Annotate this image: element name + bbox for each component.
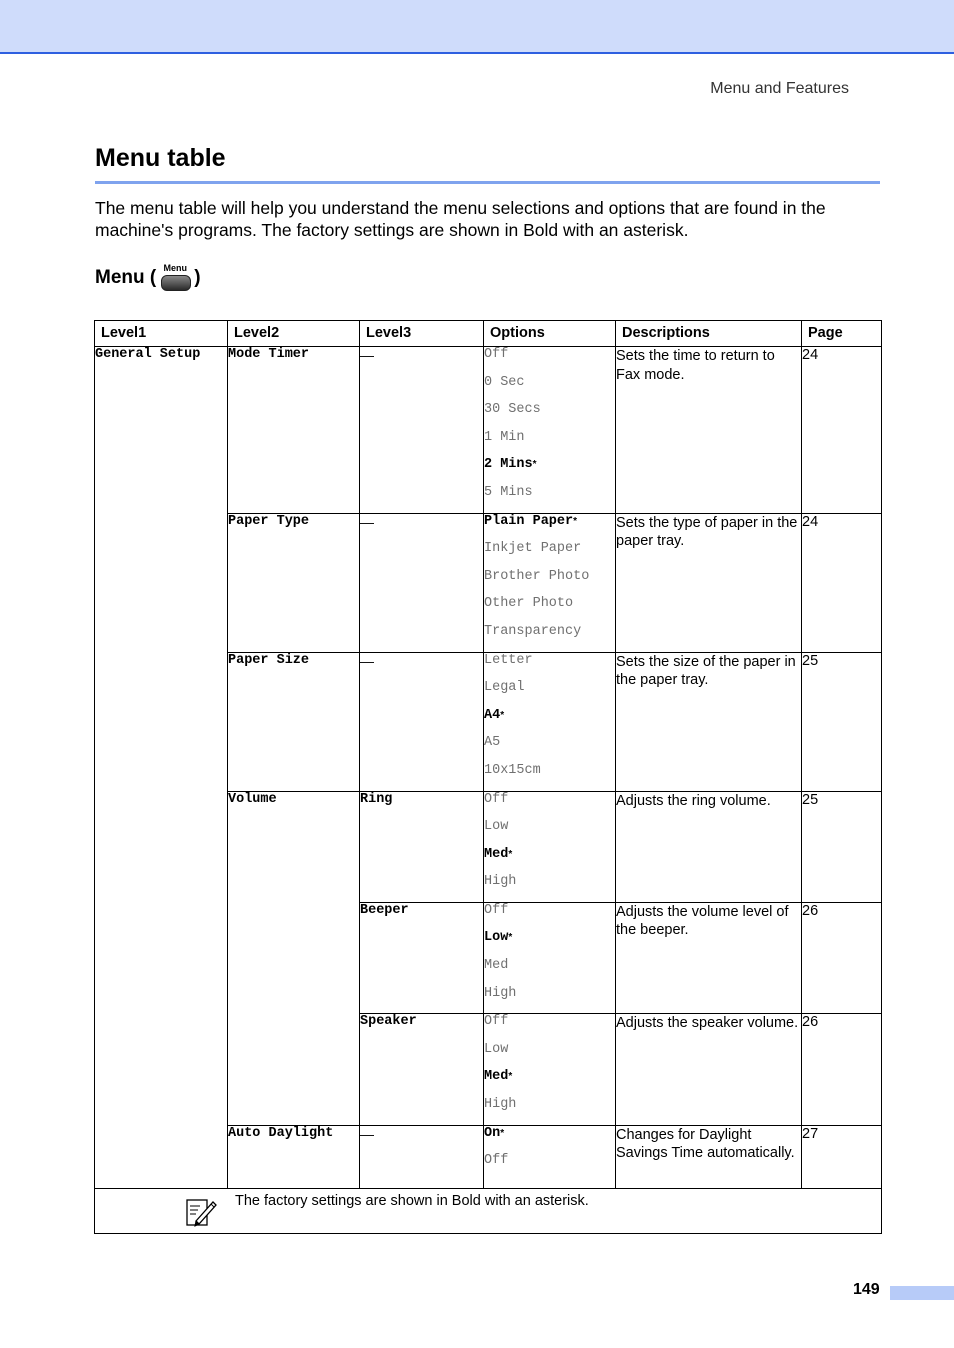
option-item: 0 Sec [484, 374, 525, 390]
option-item: Off [484, 347, 509, 362]
option-item: Low [484, 1041, 509, 1057]
note-pencil-icon [184, 1195, 218, 1234]
menu-table [94, 320, 882, 1234]
menu-key-label: Menu [163, 263, 187, 273]
level2-cell: Mode Timer [228, 347, 360, 514]
option-item: Transparency [484, 623, 582, 639]
page-cell: 26 [802, 902, 882, 1013]
level3-cell: — [360, 1125, 484, 1188]
column-header-page: Page [802, 321, 882, 347]
option-item-default: 2 Mins * [484, 457, 615, 485]
page-cell: 24 [802, 513, 882, 652]
column-header-level3: Level3 [360, 321, 484, 347]
option-item-default: On * [484, 1126, 615, 1154]
option-item-default: Med * [484, 1069, 615, 1097]
note-row [95, 1188, 882, 1233]
option-item-default: A4 * [484, 708, 615, 736]
level2-cell: Auto Daylight [228, 1125, 360, 1188]
page-title: Menu table [95, 144, 226, 172]
description-cell: Adjusts the speaker volume. [616, 1014, 802, 1125]
column-header-level2: Level2 [228, 321, 360, 347]
option-item: High [484, 1097, 517, 1113]
note-cell [95, 1188, 882, 1233]
page-cell: 27 [802, 1125, 882, 1188]
option-item: Off [484, 902, 509, 918]
page-number: 149 [853, 1281, 880, 1298]
menu-heading [95, 263, 201, 290]
option-item: Off [484, 1153, 509, 1169]
level2-cell: Volume [228, 791, 360, 1125]
level3-cell: Ring [360, 791, 484, 902]
option-item: 30 Secs [484, 402, 541, 418]
description-cell: Adjusts the volume level of the beeper. [616, 902, 802, 1013]
column-header-options: Options [484, 321, 616, 347]
option-item: Inkjet Paper [484, 541, 582, 557]
option-item: 5 Mins [484, 484, 533, 500]
section-header: Menu and Features [710, 80, 849, 97]
page-cell: 25 [802, 791, 882, 902]
level3-cell: — [360, 347, 484, 514]
page-tab [890, 1286, 954, 1300]
option-item: Legal [484, 680, 525, 696]
level2-cell: Paper Size [228, 652, 360, 791]
option-item-default: Plain Paper * [484, 514, 615, 542]
level1-cell: General Setup [95, 347, 228, 1189]
level2-cell: Paper Type [228, 513, 360, 652]
option-item: Brother Photo [484, 568, 590, 584]
table-header-row [95, 321, 882, 347]
page-cell: 25 [802, 652, 882, 791]
option-item: High [484, 985, 517, 1001]
column-header-descriptions: Descriptions [616, 321, 802, 347]
page-cell: 24 [802, 347, 882, 514]
intro-paragraph: The menu table will help you understand the menu selections and options that are found in the machine's programs. The factory settings are shown in Bold with an asterisk. [95, 198, 826, 240]
option-item: Off [484, 791, 509, 807]
description-cell: Sets the time to return to Fax mode. [616, 347, 802, 514]
menu-heading-suffix: ) [194, 267, 201, 288]
option-item: 1 Min [484, 429, 525, 445]
page-cell: 26 [802, 1014, 882, 1125]
top-band [0, 0, 954, 54]
option-item-default: Med * [484, 847, 615, 875]
menu-key-body [161, 275, 191, 291]
description-cell: Adjusts the ring volume. [616, 791, 802, 902]
column-header-level1: Level1 [95, 321, 228, 347]
level3-cell: Beeper [360, 902, 484, 1013]
option-item: 10x15cm [484, 762, 541, 778]
options-cell [484, 791, 616, 902]
option-item-default: Low * [484, 930, 615, 958]
note-text: The factory settings are shown in Bold with an asterisk. [235, 1192, 589, 1209]
option-item: Off [484, 1014, 509, 1030]
description-cell: Changes for Daylight Savings Time automatically. [616, 1125, 802, 1188]
menu-heading-prefix: Menu ( [95, 267, 157, 288]
options-cell [484, 652, 616, 791]
option-item: A5 [484, 735, 501, 751]
option-item: Low [484, 819, 509, 835]
level3-cell: — [360, 652, 484, 791]
option-item: High [484, 874, 517, 890]
description-cell: Sets the size of the paper in the paper tray. [616, 652, 802, 791]
option-item: Other Photo [484, 596, 574, 612]
option-item: Med [484, 958, 509, 974]
options-cell [484, 513, 616, 652]
options-cell [484, 1125, 616, 1188]
level3-cell: — [360, 513, 484, 652]
options-cell [484, 902, 616, 1013]
level3-cell: Speaker [360, 1014, 484, 1125]
table-row [95, 347, 882, 514]
menu-key-icon [159, 263, 191, 290]
title-rule [95, 181, 880, 184]
options-cell [484, 347, 616, 514]
description-cell: Sets the type of paper in the paper tray. [616, 513, 802, 652]
options-cell [484, 1014, 616, 1125]
option-item: Letter [484, 652, 533, 668]
